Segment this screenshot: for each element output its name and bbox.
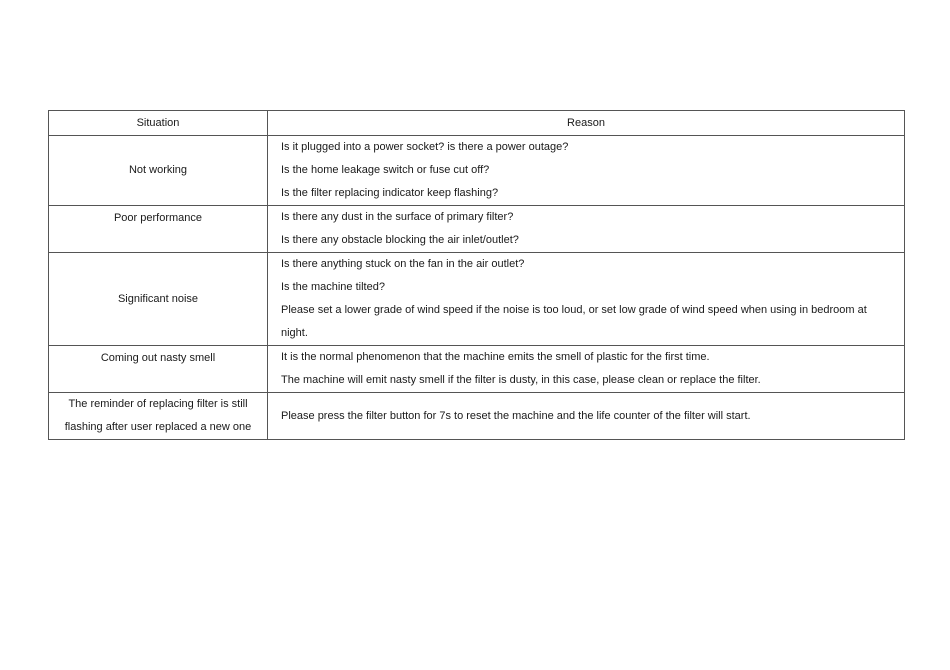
table-row bbox=[49, 393, 905, 440]
table-row bbox=[49, 136, 905, 206]
situation-cell: Not working bbox=[49, 136, 268, 206]
reason-line: Please press the filter button for 7s to reset the machine and the life counter of the filter will start. bbox=[281, 409, 751, 422]
table-row bbox=[49, 206, 905, 253]
situation-cell: Significant noise bbox=[49, 253, 268, 346]
reason-cell bbox=[268, 253, 905, 346]
reason-line: Is the machine tilted? bbox=[281, 281, 385, 293]
reason-line: Is the home leakage switch or fuse cut off? bbox=[281, 164, 490, 176]
troubleshooting-table bbox=[48, 110, 905, 440]
header-row bbox=[49, 111, 905, 136]
header-reason: Reason bbox=[268, 111, 905, 136]
reason-line: Please set a lower grade of wind speed if the noise is too loud, or set low grade of wind speed when using in bedroom at night. bbox=[281, 304, 867, 339]
reason-line: The machine will emit nasty smell if the filter is dusty, in this case, please clean or replace the filter. bbox=[281, 374, 761, 386]
reason-line: Is there any dust in the surface of primary filter? bbox=[281, 211, 514, 223]
reason-line: Is there anything stuck on the fan in the air outlet? bbox=[281, 258, 525, 270]
situation-cell: Poor performance bbox=[49, 206, 268, 253]
header-situation: Situation bbox=[49, 111, 268, 136]
reason-line: Is there any obstacle blocking the air inlet/outlet? bbox=[281, 234, 519, 246]
reason-cell bbox=[268, 206, 905, 253]
reason-line: Is the filter replacing indicator keep flashing? bbox=[281, 187, 499, 199]
reason-cell bbox=[268, 136, 905, 206]
table-header bbox=[49, 111, 905, 136]
table-row bbox=[49, 346, 905, 393]
table-body bbox=[49, 136, 905, 440]
situation-cell: The reminder of replacing filter is still flashing after user replaced a new one bbox=[49, 393, 268, 440]
reason-cell bbox=[268, 393, 905, 440]
reason-line: Is it plugged into a power socket? is there a power outage? bbox=[281, 141, 569, 153]
reason-line: It is the normal phenomenon that the machine emits the smell of plastic for the first time. bbox=[281, 351, 710, 363]
table-row bbox=[49, 253, 905, 346]
reason-cell bbox=[268, 346, 905, 393]
situation-cell: Coming out nasty smell bbox=[49, 346, 268, 393]
